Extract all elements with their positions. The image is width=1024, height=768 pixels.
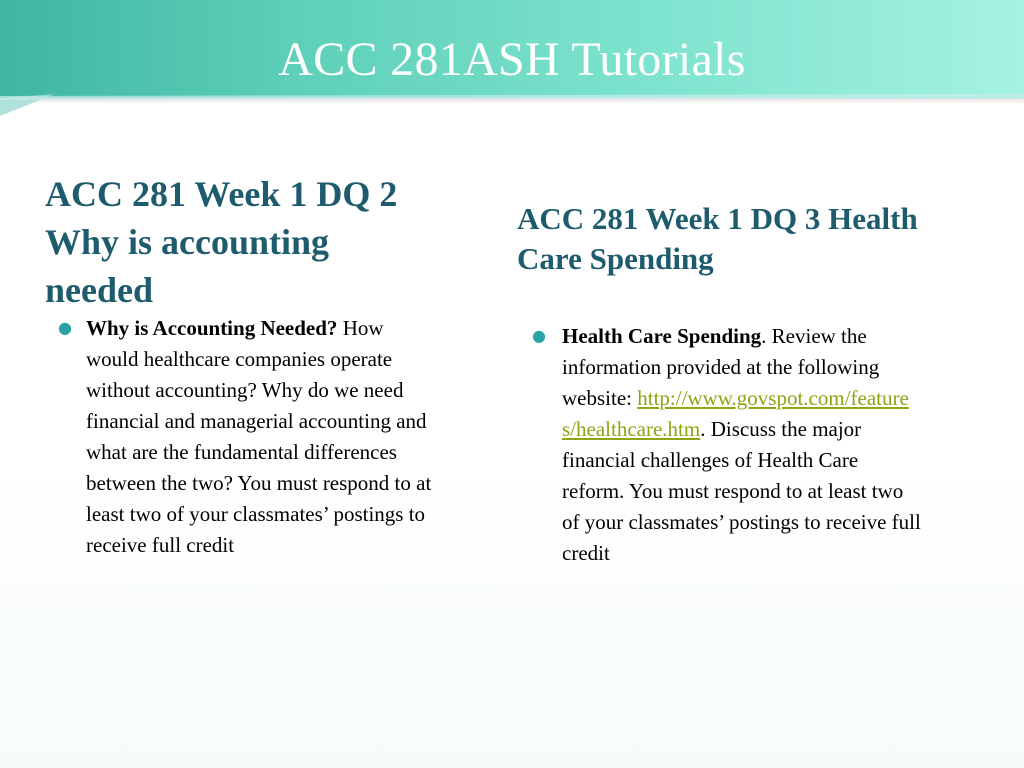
right-bullet-text-before-link: . Review the information provided at the following website: bbox=[562, 324, 880, 410]
left-column-heading: ACC 281 Week 1 DQ 2 Why is accounting needed bbox=[45, 174, 398, 310]
right-column-heading: ACC 281 Week 1 DQ 3 Health Care Spending bbox=[517, 201, 918, 276]
healthcare-link[interactable]: http://www.govspot.com/features/healthcare.htm bbox=[562, 386, 909, 441]
banner-swoosh-decoration bbox=[0, 94, 1024, 118]
right-bullet-bold-label: Health Care Spending bbox=[562, 324, 762, 348]
right-bullet-text-after-link: . Discuss the major financial challenges of Health Care reform. You must respond to at least two of your classmates’ postings to receive full credit bbox=[562, 417, 921, 565]
right-bullet-item bbox=[562, 321, 922, 569]
left-bullet-item bbox=[86, 313, 436, 561]
bullet-icon: ● bbox=[532, 326, 546, 345]
slide-title: ACC 281ASH Tutorials bbox=[278, 33, 746, 86]
left-bullet-text: How would healthcare companies operate without accounting? Why do we need financial and managerial accounting and what are the fundamental differences between the two? You must respond to at least two of your classmates’ postings to receive full credit bbox=[86, 316, 432, 557]
left-bullet-bold-label: Why is Accounting Needed? bbox=[86, 316, 338, 340]
bullet-icon: ● bbox=[58, 318, 72, 337]
